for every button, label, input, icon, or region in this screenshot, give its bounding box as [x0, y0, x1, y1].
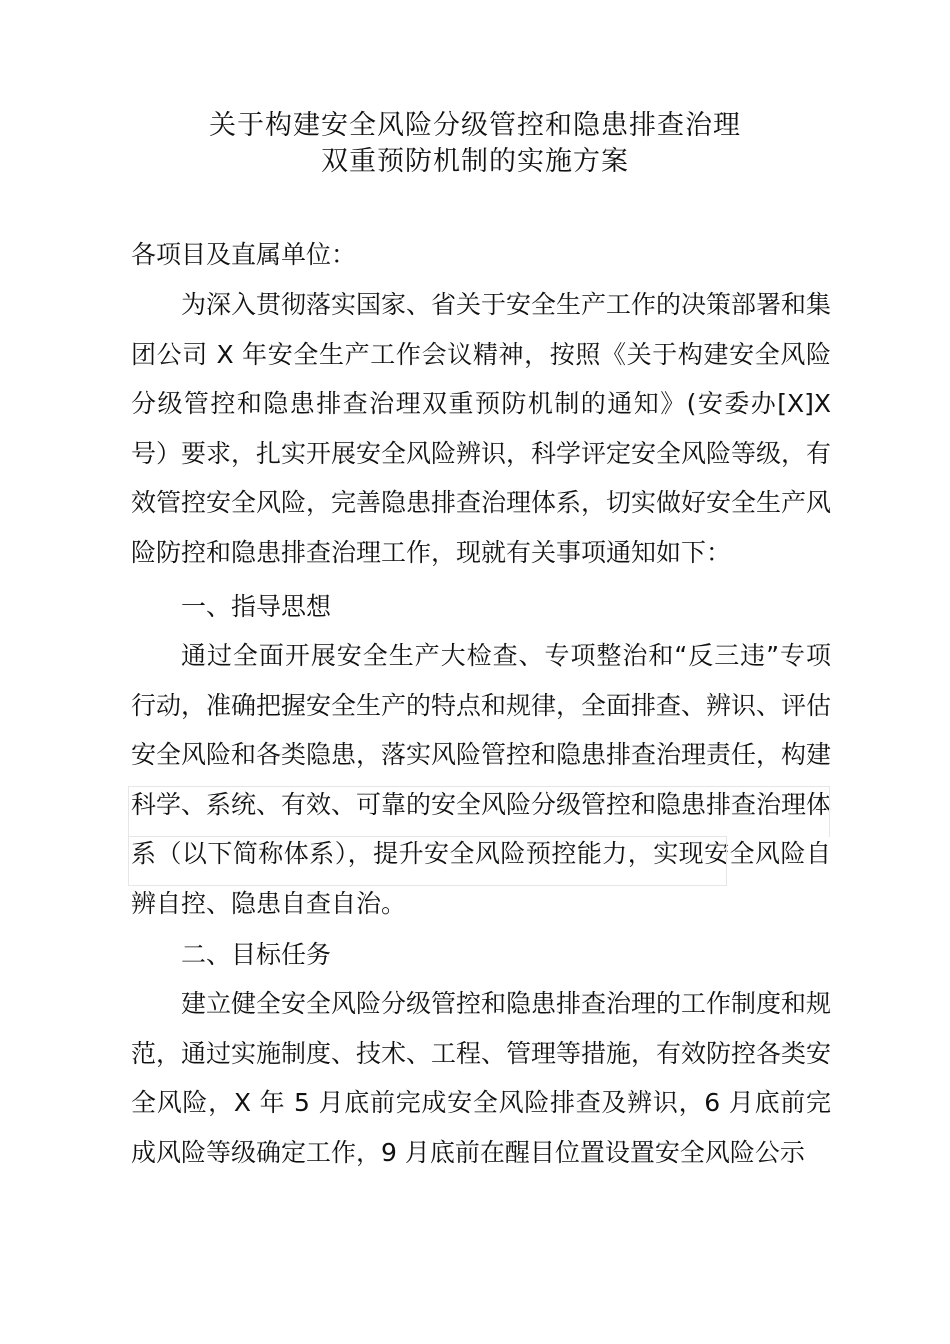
section-heading-objectives: 二、目标任务: [181, 940, 332, 969]
paragraph-objectives: 建立健全安全风险分级管控和隐患排查治理的工作制度和规范，通过实施制度、技术、工程、管理等措施，有效防控各类安全风险，X 年 5 月底前完成安全风险排查及辨识，6 月底前完成风险等级确定工作，9 月底前在醒目位置设置安全风险公示: [131, 989, 832, 1167]
paragraph-intro: 为深入贯彻落实国家、省关于安全生产工作的决策部署和集团公司 X 年安全生产工作会议精神，按照《关于构建安全风险分级管控和隐患排查治理双重预防机制的通知》(安委办[X]X号）要求，扎实开展安全风险辨识，科学评定安全风险等级，有效管控安全风险，完善隐患排查治理体系，切实做好安全生产风险防控和隐患排查治理工作，现就有关事项通知如下：: [131, 290, 832, 567]
document-title-line-1: 关于构建安全风险分级管控和隐患排查治理: [209, 110, 741, 141]
paragraph-guiding-ideology: 通过全面开展安全生产大检查、专项整治和“反三违”专项行动，准确把握安全生产的特点和规律，全面排查、辨识、评估安全风险和各类隐患，落实风险管控和隐患排查治理责任，构建科学、系统、有效、可靠的安全风险分级管控和隐患排查治理体系（以下简称体系），提升安全风险预控能力，实现安全风险自辨自控、隐患自查自治。: [131, 641, 832, 918]
salutation: 各项目及直属单位：: [131, 240, 357, 269]
section-heading-guiding-ideology: 一、指导思想: [181, 592, 332, 621]
document-title-line-2: 双重预防机制的实施方案: [321, 146, 629, 177]
